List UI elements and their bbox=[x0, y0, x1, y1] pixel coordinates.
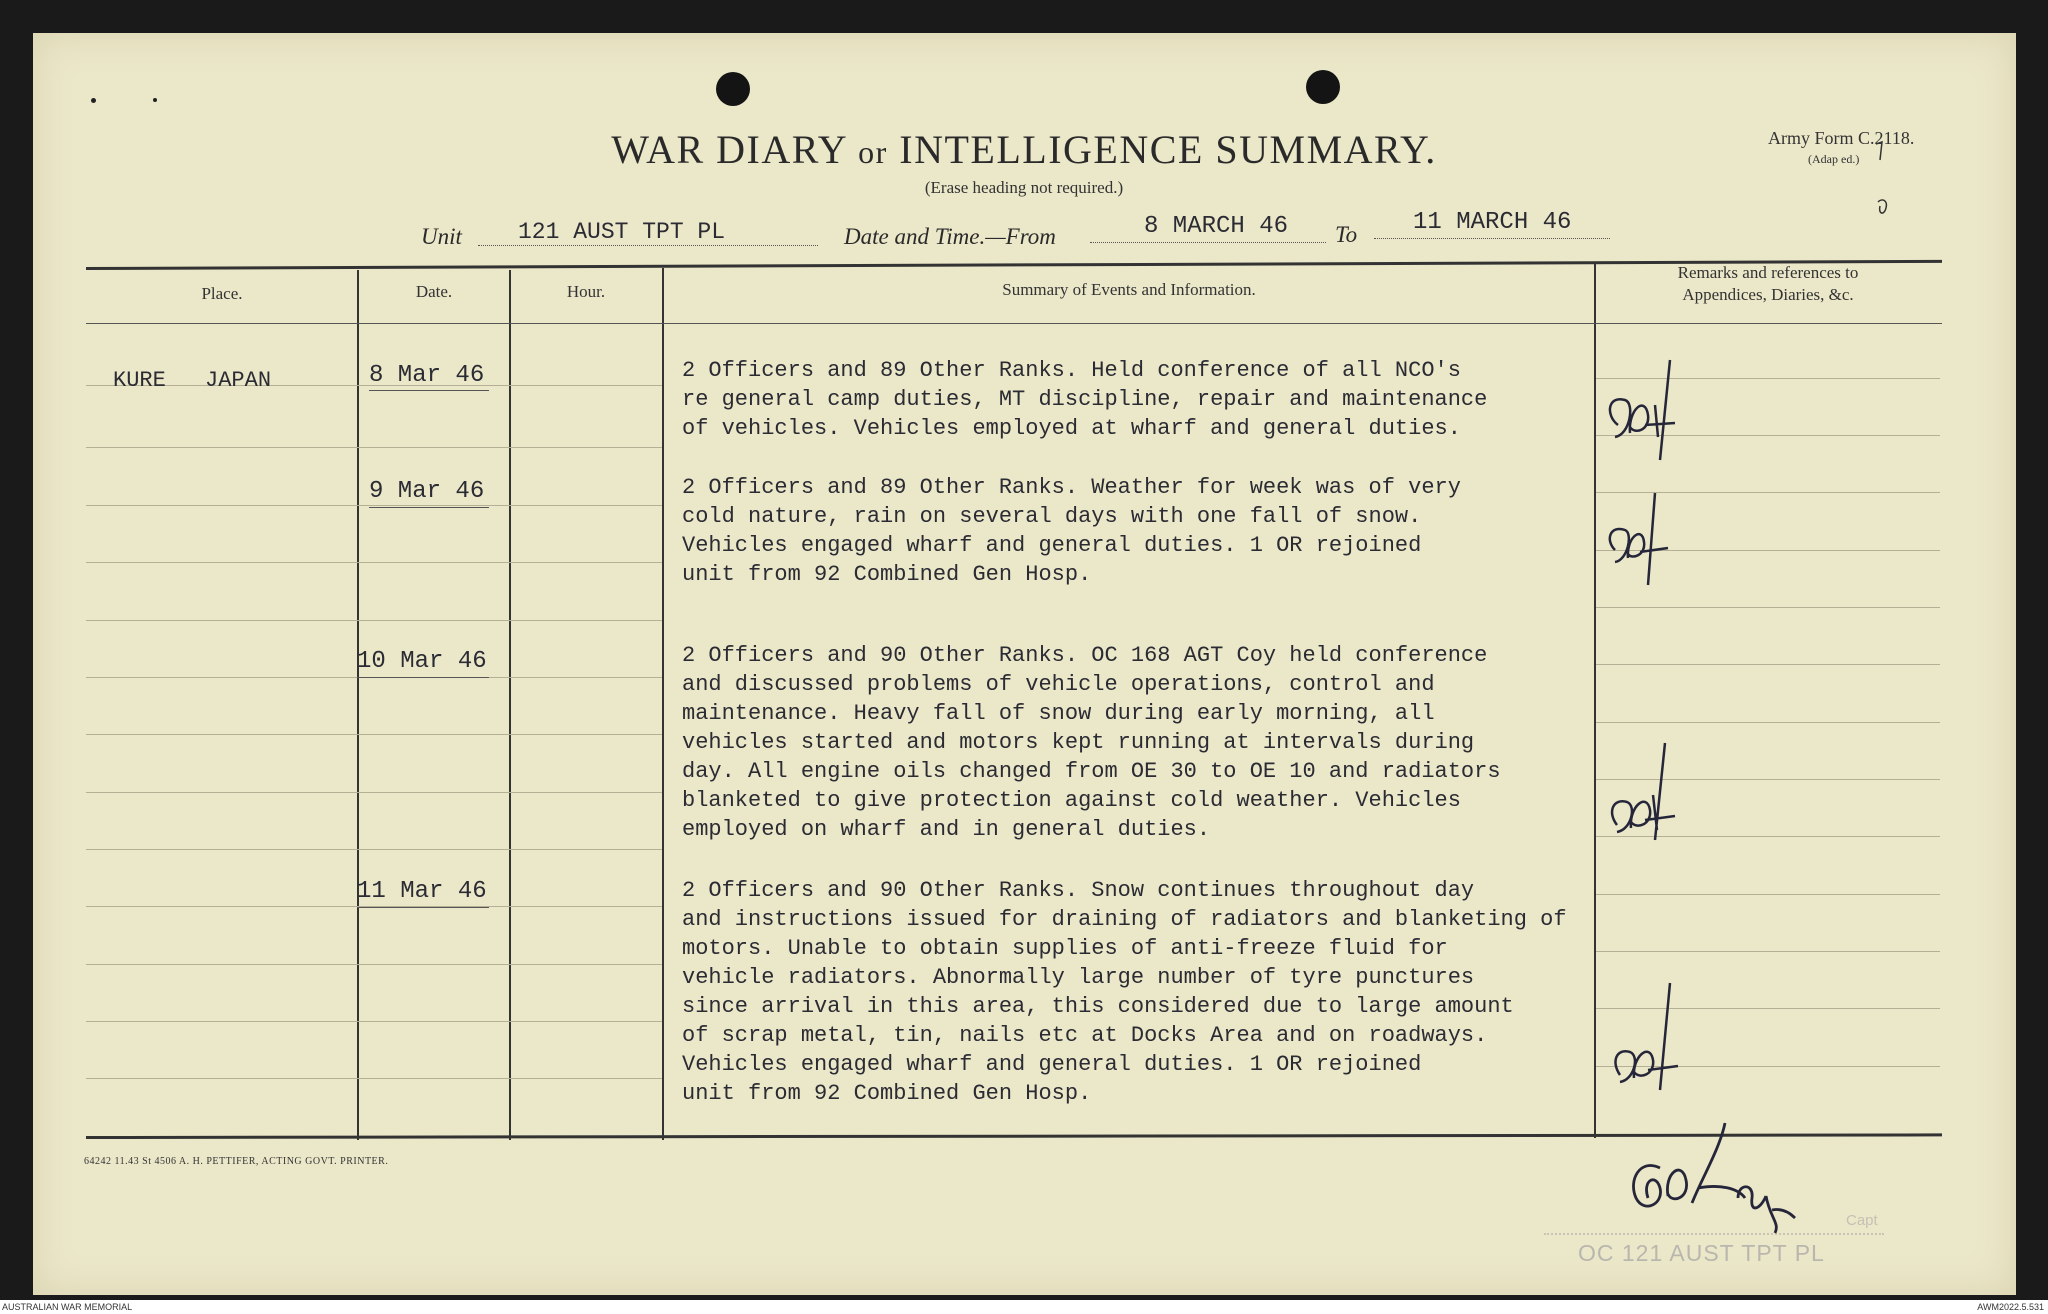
summary-line: unit from 92 Combined Gen Hosp. bbox=[682, 1081, 1092, 1106]
place-column-rule bbox=[86, 562, 662, 563]
punch-hole-right bbox=[1306, 70, 1340, 104]
commanding-officer-signature bbox=[1620, 1118, 1800, 1238]
entry-summary-11-mar bbox=[682, 876, 1682, 1108]
to-label: To bbox=[1335, 222, 1358, 247]
title-or: or bbox=[858, 134, 888, 170]
title-war-diary: WAR DIARY bbox=[611, 127, 847, 172]
summary-line: vehicle radiators. Abnormally large number of tyre punctures bbox=[682, 965, 1475, 990]
entry-summary-8-mar bbox=[682, 356, 1682, 443]
place-column-rule bbox=[86, 620, 662, 621]
summary-line: and discussed problems of vehicle operations, control and bbox=[682, 672, 1435, 697]
title-intelligence-summary: INTELLIGENCE SUMMARY. bbox=[899, 127, 1437, 172]
to-underline bbox=[1374, 238, 1610, 239]
place-value: KURE JAPAN bbox=[113, 368, 272, 393]
date-underline bbox=[357, 677, 489, 678]
column-header-date: Date. bbox=[415, 282, 453, 301]
summary-line: Vehicles engaged wharf and general duties. 1 OR rejoined bbox=[682, 533, 1422, 558]
remarks-header-line-2: Appendices, Diaries, &c. bbox=[1682, 285, 1854, 304]
place-column-rule bbox=[86, 792, 662, 793]
summary-line: of scrap metal, tin, nails etc at Docks Area and on roadways. bbox=[682, 1023, 1488, 1048]
archive-caption-right: AWM2022.5.531 bbox=[1977, 1302, 2044, 1312]
summary-line: motors. Unable to obtain supplies of anti-freeze fluid for bbox=[682, 936, 1448, 961]
initials-signature bbox=[1608, 980, 1698, 1100]
entry-date: 9 Mar 46 bbox=[369, 478, 485, 505]
place-column-rule bbox=[86, 505, 662, 506]
summary-line: of vehicles. Vehicles employed at wharf and general duties. bbox=[682, 416, 1461, 441]
remarks-header-line-1: Remarks and references to bbox=[1677, 263, 1859, 282]
from-date-value: 8 MARCH 46 bbox=[1144, 213, 1289, 240]
signatory-stamp: OC 121 AUST TPT PL bbox=[1578, 1240, 1825, 1266]
column-divider-place-date bbox=[357, 270, 359, 1140]
column-header-remarks bbox=[1596, 262, 1940, 306]
summary-line: Vehicles engaged wharf and general duties. 1 OR rejoined bbox=[682, 1052, 1422, 1077]
pencil-tick-mark bbox=[1868, 130, 1898, 230]
erase-heading-note: (Erase heading not required.) bbox=[924, 178, 1124, 197]
column-divider-hour-summary bbox=[662, 268, 664, 1140]
unit-value: 121 AUST TPT PL bbox=[518, 219, 726, 245]
unit-label: Unit bbox=[421, 224, 462, 249]
entry-summary-10-mar bbox=[682, 641, 1682, 844]
remarks-column-rule bbox=[1596, 607, 1940, 608]
date-underline bbox=[357, 907, 489, 908]
summary-line: and instructions issued for draining of radiators and blanketing of bbox=[682, 907, 1567, 932]
entry-summary-9-mar bbox=[682, 473, 1682, 589]
initials-signature bbox=[1605, 740, 1695, 850]
ink-speck bbox=[91, 98, 96, 103]
summary-line: re general camp duties, MT discipline, repair and maintenance bbox=[682, 387, 1488, 412]
army-form-adap-note: (Adap ed.) bbox=[1808, 152, 1860, 166]
place-column-rule bbox=[86, 447, 662, 448]
entry-date: 10 Mar 46 bbox=[357, 648, 487, 675]
signatory-rank: Capt bbox=[1846, 1212, 1878, 1229]
initials-signature bbox=[1600, 490, 1690, 590]
date-underline bbox=[369, 390, 489, 391]
initials-signature bbox=[1600, 355, 1690, 475]
date-time-label: Date and Time.—From bbox=[844, 224, 1056, 249]
summary-line: since arrival in this area, this considered due to large amount bbox=[682, 994, 1514, 1019]
summary-line: 2 Officers and 90 Other Ranks. OC 168 AGT Coy held conference bbox=[682, 643, 1488, 668]
summary-line: unit from 92 Combined Gen Hosp. bbox=[682, 562, 1092, 587]
place-column-rule bbox=[86, 734, 662, 735]
to-date-value: 11 MARCH 46 bbox=[1413, 209, 1572, 236]
summary-line: 2 Officers and 90 Other Ranks. Snow continues throughout day bbox=[682, 878, 1475, 903]
summary-line: 2 Officers and 89 Other Ranks. Weather for week was of very bbox=[682, 475, 1461, 500]
place-column-rule bbox=[86, 849, 662, 850]
summary-line: vehicles started and motors kept running at intervals during bbox=[682, 730, 1475, 755]
summary-line: cold nature, rain on several days with one fall of snow. bbox=[682, 504, 1422, 529]
archive-caption-left: AUSTRALIAN WAR MEMORIAL bbox=[2, 1302, 133, 1312]
unit-underline bbox=[478, 245, 818, 246]
column-divider-date-hour bbox=[509, 270, 511, 1140]
entry-date: 11 Mar 46 bbox=[357, 878, 487, 905]
summary-line: blanketed to give protection against cold weather. Vehicles bbox=[682, 788, 1461, 813]
entry-date: 8 Mar 46 bbox=[369, 362, 485, 389]
army-form-number: Army Form C.2118. bbox=[1768, 128, 1915, 148]
from-underline bbox=[1090, 242, 1326, 243]
form-title bbox=[0, 126, 2048, 173]
column-header-place: Place. bbox=[201, 284, 243, 303]
summary-line: maintenance. Heavy fall of snow during early morning, all bbox=[682, 701, 1435, 726]
column-header-summary: Summary of Events and Information. bbox=[1002, 280, 1256, 299]
header-rule bbox=[86, 323, 1942, 324]
summary-line: 2 Officers and 89 Other Ranks. Held conference of all NCO's bbox=[682, 358, 1461, 383]
place-column-rule bbox=[86, 1021, 662, 1022]
place-column-rule bbox=[86, 1078, 662, 1079]
place-column-rule bbox=[86, 964, 662, 965]
printer-imprint: 64242 11.43 St 4506 A. H. PETTIFER, ACTING GOVT. PRINTER. bbox=[84, 1156, 389, 1167]
ink-speck bbox=[153, 98, 157, 102]
summary-line: day. All engine oils changed from OE 30 to OE 10 and radiators bbox=[682, 759, 1501, 784]
punch-hole-left bbox=[716, 72, 750, 106]
summary-line: employed on wharf and in general duties. bbox=[682, 817, 1211, 842]
date-underline bbox=[369, 507, 489, 508]
column-header-hour: Hour. bbox=[566, 282, 606, 301]
